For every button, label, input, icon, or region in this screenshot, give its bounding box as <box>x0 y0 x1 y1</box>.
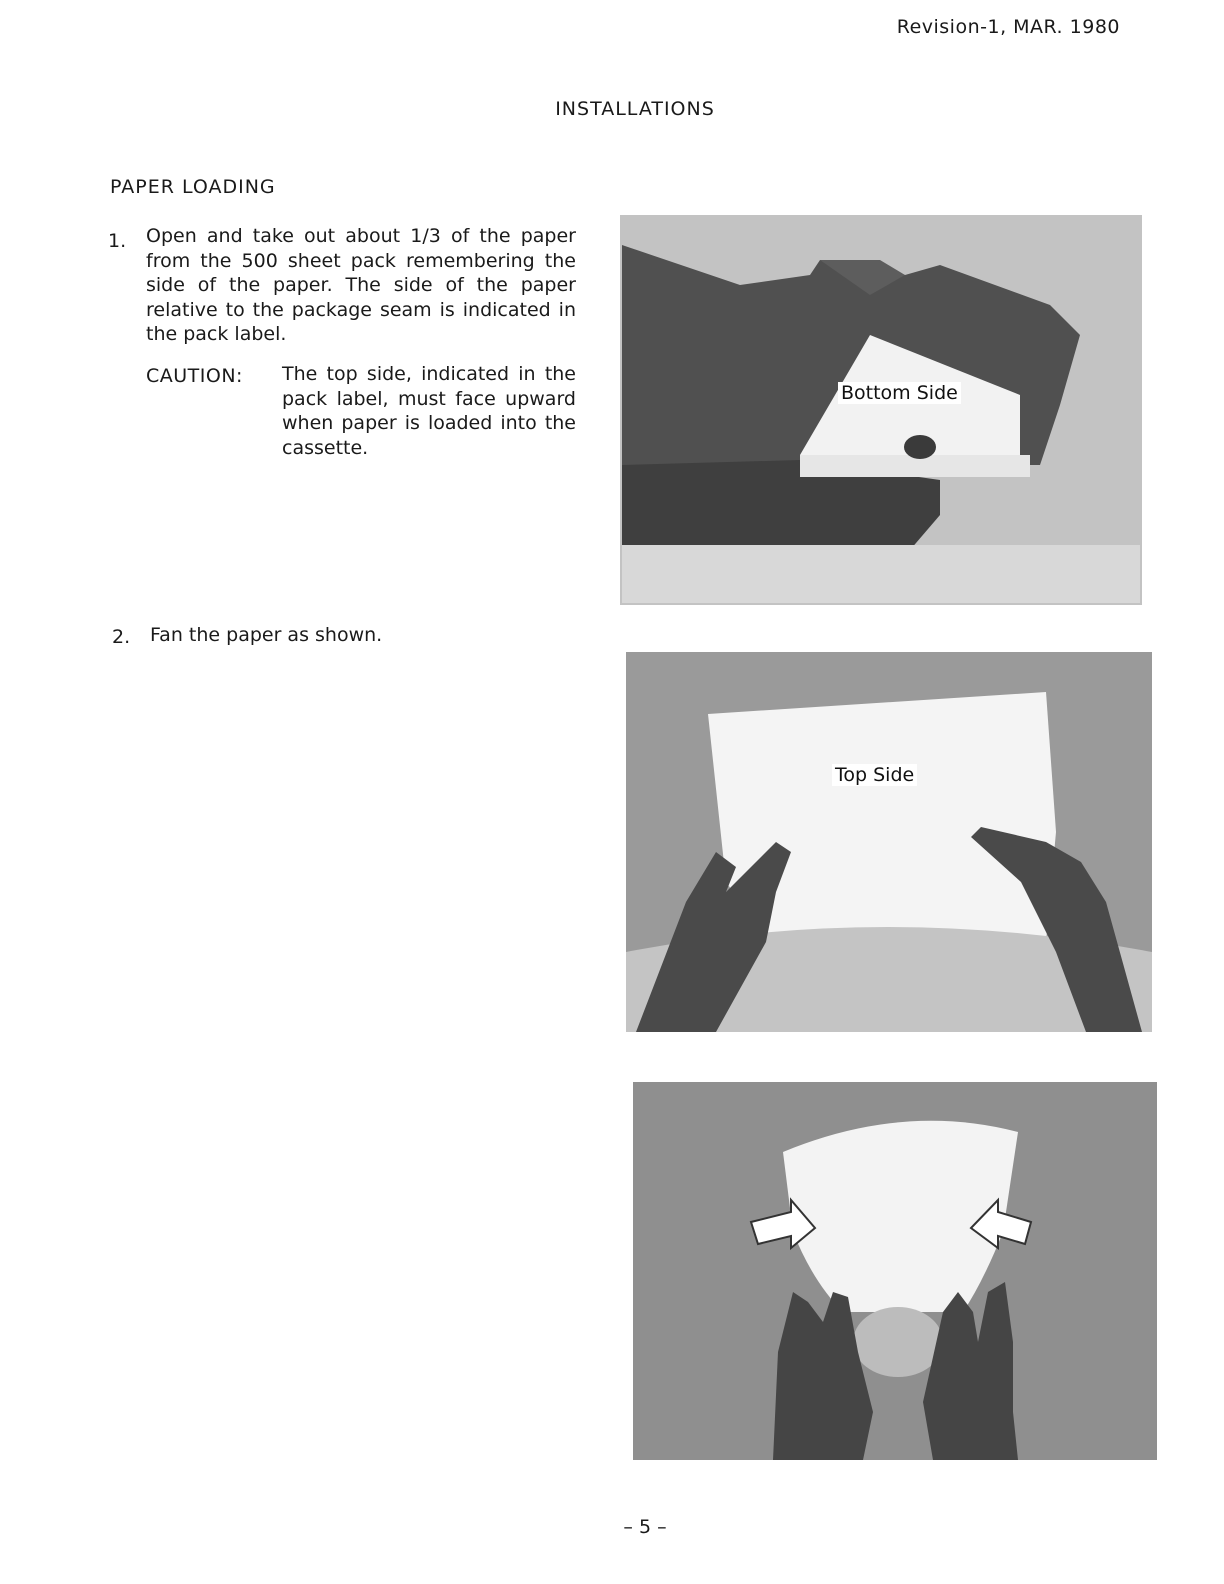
top-side-label: Top Side <box>832 764 917 786</box>
figure-bottom-side-photo <box>620 215 1142 605</box>
caution-label: CAUTION: <box>146 365 243 387</box>
hands-fanning-paper-with-arrows-icon <box>633 1082 1157 1460</box>
step-1-text: Open and take out about 1/3 of the paper from the 500 sheet pack remembering the side of the paper. The side of the paper relative to the package seam is indicated in the pack label. <box>146 225 576 345</box>
hands-holding-paper-sheet-icon <box>626 652 1152 1032</box>
step-2-text: Fan the paper as shown. <box>150 624 383 646</box>
bottom-side-label: Bottom Side <box>838 382 961 404</box>
page-number: – 5 – <box>623 1516 667 1538</box>
figure-top-side-photo <box>626 652 1152 1032</box>
section-title: PAPER LOADING <box>110 176 276 198</box>
step-2-number: 2. <box>112 626 131 648</box>
step-1-number: 1. <box>108 230 127 252</box>
revision-label: Revision-1, MAR. 1980 <box>896 16 1120 38</box>
hands-opening-paper-pack-icon <box>620 215 1142 605</box>
figure-fanning-paper-photo <box>633 1082 1157 1460</box>
caution-text: The top side, indicated in the pack label, must face upward when paper is loaded into the cassette. <box>282 363 576 459</box>
page-title: INSTALLATIONS <box>555 98 715 120</box>
